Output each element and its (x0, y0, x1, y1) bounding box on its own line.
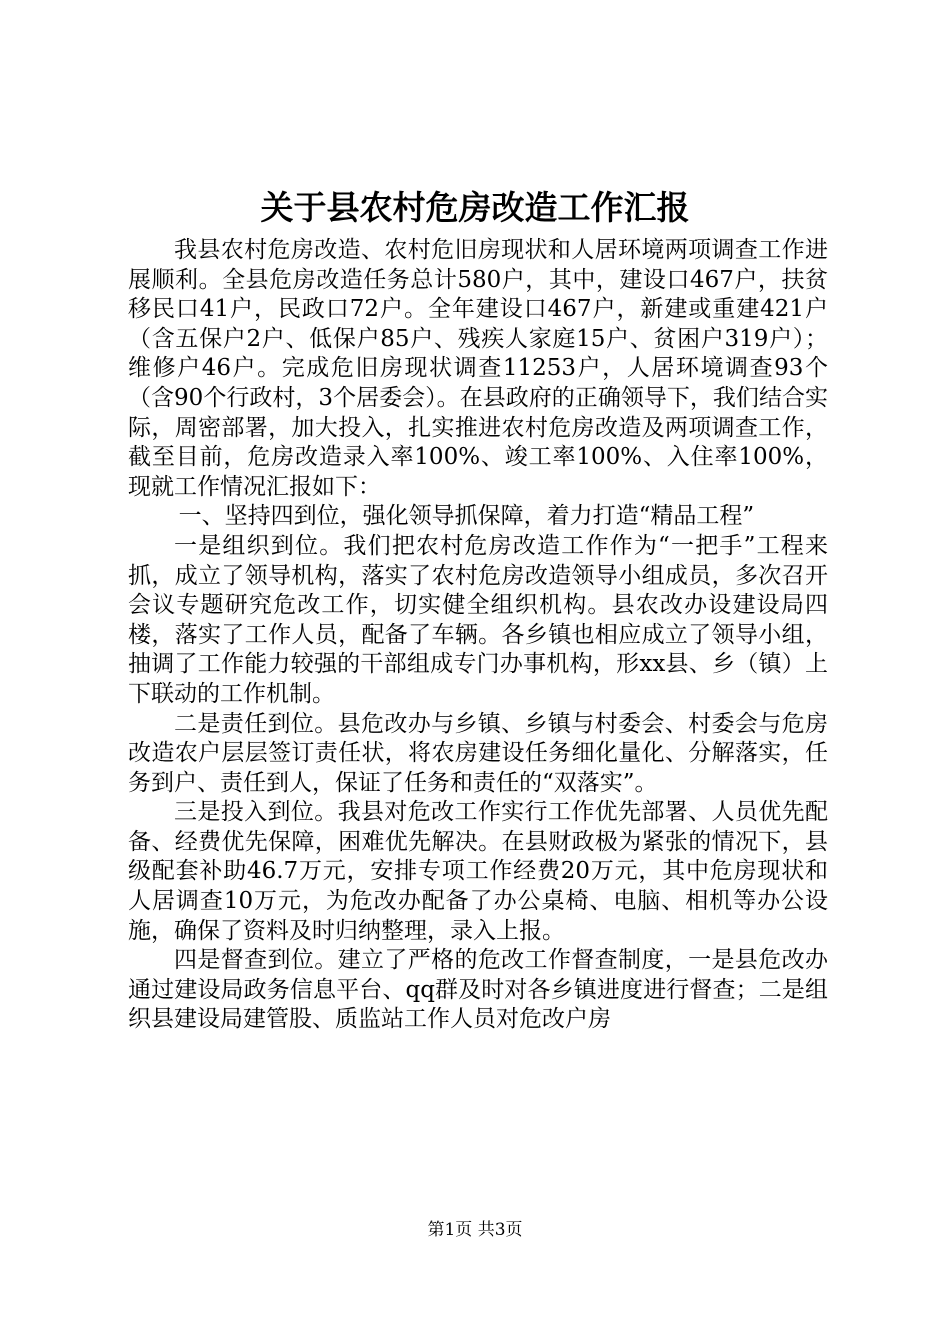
paragraph-organization: 一是组织到位。我们把农村危房改造工作作为“一把手”工程来抓，成立了领导机构，落实了农村危房改造领导小组成员，多次召开会议专题研究危改工作，切实健全组织机构。县农改办设建设局四楼，落实了工作人员，配备了车辆。各乡镇也相应成立了领导小组，抽调了工作能力较强的干部组成专门办事机构，形xx县、乡（镇）上下联动的工作机制。 (128, 532, 828, 707)
section-heading-1: 一、坚持四到位，强化领导抓保障，着力打造“精品工程” (178, 503, 755, 530)
document-body (128, 236, 828, 1035)
paragraph-supervision: 四是督查到位。建立了严格的危改工作督查制度，一是县危改办通过建设局政务信息平台、qq群及时对各乡镇进度进行督查；二是组织县建设局建管股、质监站工作人员对危改户房 (128, 947, 828, 1033)
page-number-footer: 第1页 共3页 (427, 1220, 523, 1240)
paragraph-responsibility: 二是责任到位。县危改办与乡镇、乡镇与村委会、村委会与危房改造农户层层签订责任状，将农房建设任务细化量化、分解落实，任务到户、责任到人，保证了任务和责任的“双落实”。 (128, 710, 828, 796)
paragraph-investment: 三是投入到位。我县对危改工作实行工作优先部署、人员优先配备、经费优先保障，困难优先解决。在县财政极为紧张的情况下，县级配套补助46.7万元，安排专项工作经费20万元，其中危房现状和人居调查10万元，为危改办配备了办公桌椅、电脑、相机等办公设施，确保了资料及时归纳整理，录入上报。 (128, 799, 828, 944)
paragraph-intro: 我县农村危房改造、农村危旧房现状和人居环境两项调查工作进展顺利。全县危房改造任务总计580户，其中，建设口467户，扶贫移民口41户，民政口72户。全年建设口467户，新建或重建421户（含五保户2户、低保户85户、残疾人家庭15户、贫困户319户）；维修户46户。完成危旧房现状调查11253户，人居环境调查93个（含90个行政村，3个居委会）。在县政府的正确领导下，我们结合实际，周密部署，加大投入，扎实推进农村危房改造及两项调查工作，截至目前，危房改造录入率100%、竣工率100%、入住率100%，现就工作情况汇报如下： (128, 237, 828, 500)
document-title: 关于县农村危房改造工作汇报 (260, 188, 690, 227)
